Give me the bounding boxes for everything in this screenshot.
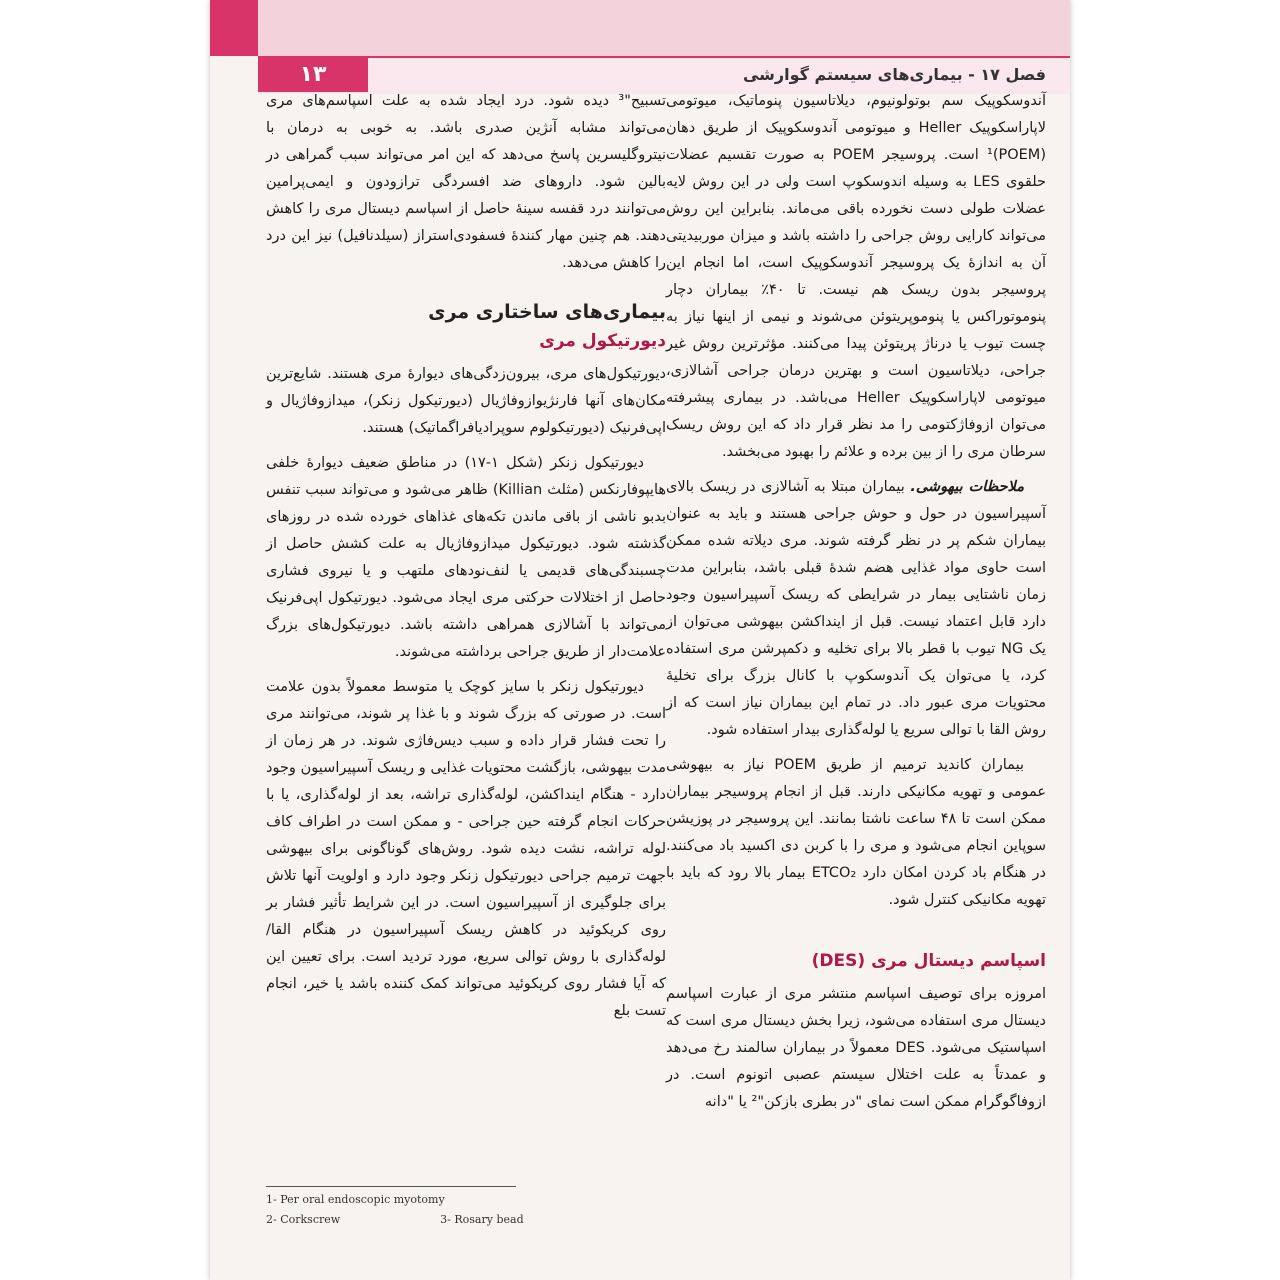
page-number: ۱۳ [258,56,368,92]
chapter-title: فصل ۱۷ - بیماری‌های سیستم گوارشی [742,64,1046,84]
paragraph: بیماران کاندید ترمیم از طریق POEM نیاز به بیهوشی عمومی و تهویه مکانیکی دارند. قبل از انجام پروسیجر بیماران ممکن است تا ۴۸ ساعت ناشتا بمانند. این پروسیجر در پوزیشن سوپاین انجام می‌شود و مری را با کربن دی اکسید باد می‌کنند. در هنگام باد کردن امکان دارد ETCO₂ بیمار بالا رود که باید با تهویه مکانیکی کنترل شود. [666,757,1046,908]
paragraph: آندوسکوپیک سم بوتولونیوم، دیلاتاسیون پنوماتیک، میوتومی لاپاراسکوپیک Heller و میوتومی آندوسکوپیک از طریق دهان (POEM)¹ است. پروسیجر POEM به صورت تقسیم عضلات حلقوی LES به وسیله اندوسکوپ است ولی در این روش لایه عضلات طولی دست نخورده باقی می‌ماند. بنابراین این روش می‌تواند کارایی روش جراحی را داشته باشد و میزان موربیدیتی آن به اندازهٔ یک پروسیجر آندوسکوپیک است، اما انجام این پروسیجر بدون ریسک هم نیست. تا ۴۰٪ بیماران دچار پنوموتوراکس یا پنوموپریتوئن می‌شوند و نیمی از اینها نیاز به چست تیوب یا درناژ پریتوئن پیدا می‌کنند. مؤثرترین روش غیر جراحی، دیلاتاسیون است و بهترین درمان جراحی آشالازی، میوتومی لاپاراسکوپیک Heller می‌باشد. در بیماری پیشرفته می‌توان ازوفاژکتومی را مد نظر قرار داد که این روش ریسک سرطان مری را از بین برده و علائم را بهبود می‌بخشد. [666,93,1046,460]
paragraph: دیورتیکول زنکر (شکل ۱-۱۷) در مناطق ضعیف دیوارهٔ خلفی هایپوفارنکس (مثلث Killian) ظاهر می‌شود و می‌تواند سبب تنفس بدبو ناشی از باقی ماندن تکه‌های غذاهای خورده شده در روزهای گذشته شود. دیورتیکول میدازوفاژیال به علت کشش حاصل از چسبندگی‌های قدیمی یا لنف‌نودهای ملتهب و یا نیروی فشاری حاصل از اختلالات حرکتی مری ایجاد می‌شود. دیورتیکول اپی‌فرنیک می‌تواند با آشالازی همراهی داشته باشد. دیورتیکول‌های بزرگ علامت‌دار از طریق جراحی برداشته می‌شوند. [266,455,667,660]
section-heading: بیماری‌های ساختاری مری [428,301,666,323]
paragraph [666,474,1046,744]
footnote-rule [266,1186,516,1187]
chapter-tab [210,0,258,56]
footnotes [266,1186,1026,1233]
top-band [258,0,1070,56]
paragraph-text: بیماران مبتلا به آشالازی در ریسک بالای آسپیراسیون در حول و حوش جراحی هستند و باید به عنوان بیماران شکم پر در نظر گرفته شوند. مری دیلاته شده ممکن است حاوی مواد غذایی هضم شدهٔ قبلی باشد، بنابراین مدت زمان ناشتایی بیمار در شرایطی که ریسک آسپیراسیون وجود دارد قابل اعتماد نیست. قبل از اینداکشن بیهوشی می‌توان از یک NG تیوب با قطر بالا برای تخلیه و دکمپرشن مری استفاده کرد، یا می‌توان یک آندوسکوپ با کانال بزرگ برای تخلیهٔ محتویات مری عبور داد. در تمام این بیماران نیاز است که از روش القا با توالی سریع یا لوله‌گذاری بیدار استفاده شود. [666,479,1046,738]
paragraph: دیورتیکول زنکر با سایز کوچک یا متوسط معمولاً بدون علامت است. در صورتی که بزرگ شوند و با غذا پر شوند، می‌توانند مری را تحت فشار قرار داده و سبب دیس‌فاژی شوند. در هر زمان از مدت بیهوشی، بازگشت محتویات غذایی و ریسک آسپیراسیون وجود دارد - هنگام اینداکشن، لوله‌گذاری تراشه، بعد از لوله‌گذاری، یا با حرکات انجام گرفته حین جراحی - و ممکن است در اطراف کاف لوله تراشه، نشت دیده شود. روش‌های گوناگونی برای بیهوشی جهت ترمیم جراحی دیورتیکول زنکر وجود دارد و اولویت آنها تلاش برای جلوگیری از آسپیراسیون است. در این شرایط تأثیر فشار بر روی کریکوئید در کاهش ریسک آسپیراسیون در هنگام القا/ لوله‌گذاری با روش توالی سریع، مورد تردید است. برای تعیین این که آیا فشار روی کریکوئید می‌تواند کمک کننده باشد یا خیر، انجام تست بلع [266,679,666,1019]
footnote-3: 3- Rosary bead [440,1213,524,1226]
paragraph: دیورتیکول‌های مری، بیرون‌زدگی‌های دیوارهٔ مری هستند. شایع‌ترین مکان‌های آنها فارنژیوازوفاژیال (دیورتیکول زنکر)، میدازوفاژیال و اپی‌فرنیک (دیورتیکولوم سوپرادیافراگماتیک) هستند. [266,366,666,436]
run-in-heading: ملاحظات بیهوشی. [910,479,1024,495]
paragraph: امروزه برای توصیف اسپاسم منتشر مری از عبارت اسپاسم دیستال مری استفاده می‌شود، زیرا بخش دیستال مری است که اسپاستیک می‌شود. DES معمولاً در بیماران سالمند رخ می‌دهد و عمدتاً به علت اختلال سیستم عصبی اتونوم است. در ازوفاگوگرام ممکن است نمای "در بطری بازکن"² یا "دانه [666,986,1046,1110]
subsection-heading: دیورتیکول مری [539,331,666,351]
footnote-2: 2- Corkscrew [266,1213,341,1226]
des-heading: اسپاسم دیستال مری (DES) [811,951,1046,971]
left-column [266,88,666,1033]
paragraph: تسبیح"³ دیده شود. درد ایجاد شده به علت اسپاسم‌های مری می‌تواند مشابه آنژین صدری باشد. به خوبی به درمان با نیتروگلیسرین پاسخ می‌دهد که این امر می‌تواند سبب گمراهی در بالین شود. داروهای ضد افسردگی ترازودون و ایمی‌پرامین می‌توانند درد قفسه سینهٔ حاصل از اسپاسم دیستال مری را کاهش دهند. هم چنین مهار کنندهٔ فسفودی‌استراز (سیلدنافیل) نیز این درد را کاهش می‌دهد. [266,93,666,271]
book-page [210,0,1070,1280]
footnote-1: 1- Per oral endoscopic myotomy [266,1193,445,1206]
right-column [666,88,1046,1124]
